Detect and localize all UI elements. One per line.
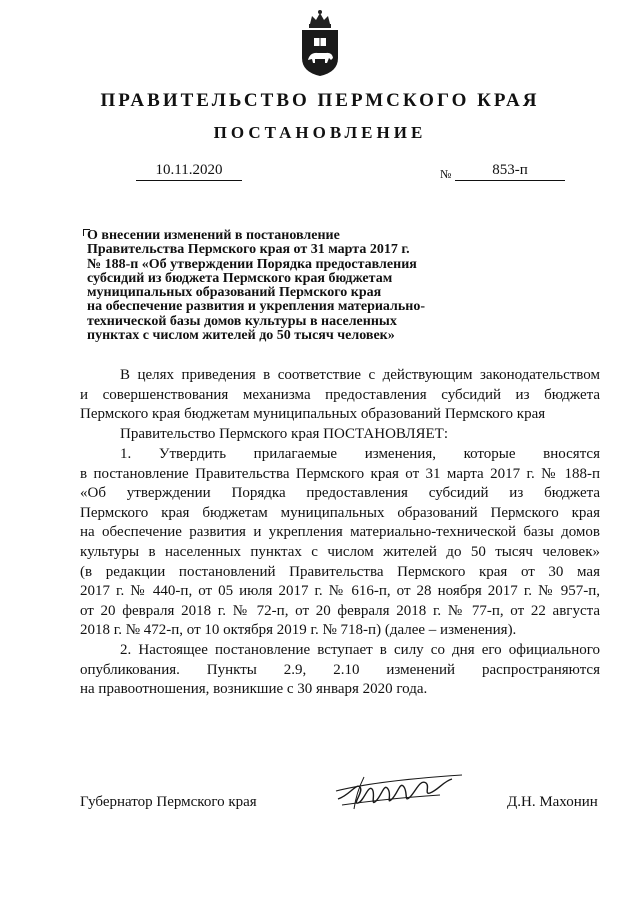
- text-line: 2018 г. № 472-п, от 10 октября 2019 г. № 718-п) (далее – изменения).: [80, 622, 517, 639]
- text-line: опубликования. Пункты 2.9, 2.10 изменений распространяются: [80, 661, 600, 678]
- subject-line: муниципальных образований Пермского края: [87, 285, 382, 301]
- text-line: Правительство Пермского края ПОСТАНОВЛЯЕТ:: [120, 426, 449, 442]
- text-line: на обеспечение развития и укрепления материально-технической базы домов: [80, 524, 600, 541]
- coat-of-arms-emblem: [298, 8, 342, 78]
- subject-line: технической базы домов культуры в населенных: [87, 313, 397, 329]
- subject-line: субсидий из бюджета Пермского края бюджетам: [87, 270, 393, 286]
- text-line: «Об утверждении Порядка предоставления субсидий из бюджета: [80, 485, 600, 502]
- document-type: ПОСТАНОВЛЕНИЕ: [213, 123, 427, 142]
- text-line: в постановление Правительства Пермского края от 31 марта 2017 г. № 188-п: [80, 465, 600, 482]
- signatory-position: Губернатор Пермского края: [80, 794, 257, 810]
- text-line: 2. Настоящее постановление вступает в силу со дня его официального: [120, 642, 600, 658]
- text-line: на правоотношения, возникшие с 30 января 2020 года.: [80, 681, 428, 698]
- subject-line: Правительства Пермского края от 31 марта 2017 г.: [87, 242, 410, 258]
- text-line: 2017 г. № 440-п, от 05 июля 2017 г. № 616-п, от 28 ноября 2017 г. № 957-п,: [80, 583, 600, 600]
- item-2-paragraph: [80, 641, 600, 700]
- document-number: 853-п: [455, 162, 565, 181]
- text-line: 1. Утвердить прилагаемые изменения, которые вносятся: [120, 446, 600, 462]
- handwritten-signature: [330, 765, 470, 815]
- document-date: 10.11.2020: [136, 162, 242, 181]
- text-line: Пермского края бюджетам муниципальных образований Пермского края: [80, 504, 600, 521]
- signatory-name: Д.Н. Махонин: [507, 794, 598, 810]
- text-line: Пермского края бюджетам муниципальных образований Пермского края: [80, 406, 546, 423]
- preamble-paragraph: [80, 366, 600, 425]
- text-line: культуры в населенных пунктах с числом жителей до 50 тысяч человек»: [80, 543, 600, 560]
- government-title: ПРАВИТЕЛЬСТВО ПЕРМСКОГО КРАЯ: [100, 90, 540, 111]
- document-subject: [87, 229, 487, 343]
- text-line: В целях приведения в соответствие с действующим законодательством: [120, 367, 600, 383]
- decree-paragraph: [80, 425, 600, 445]
- subject-line: на обеспечение развития и укрепления материально-: [87, 299, 426, 315]
- item-1-paragraph: [80, 445, 600, 641]
- text-line: (в редакции постановлений Правительства Пермского края от 30 мая: [80, 563, 600, 580]
- text-line: от 20 февраля 2018 г. № 72-п, от 20 февраля 2018 г. № 77-п, от 22 августа: [80, 602, 600, 619]
- text-line: и совершенствования механизма предоставления субсидий из бюджета: [80, 386, 600, 403]
- subject-line: № 188-п «Об утверждении Порядка предоставления: [87, 256, 417, 272]
- subject-line: пунктах с числом жителей до 50 тысяч человек»: [87, 328, 395, 344]
- subject-line: О внесении изменений в постановление: [87, 228, 340, 243]
- number-sign: №: [440, 167, 452, 181]
